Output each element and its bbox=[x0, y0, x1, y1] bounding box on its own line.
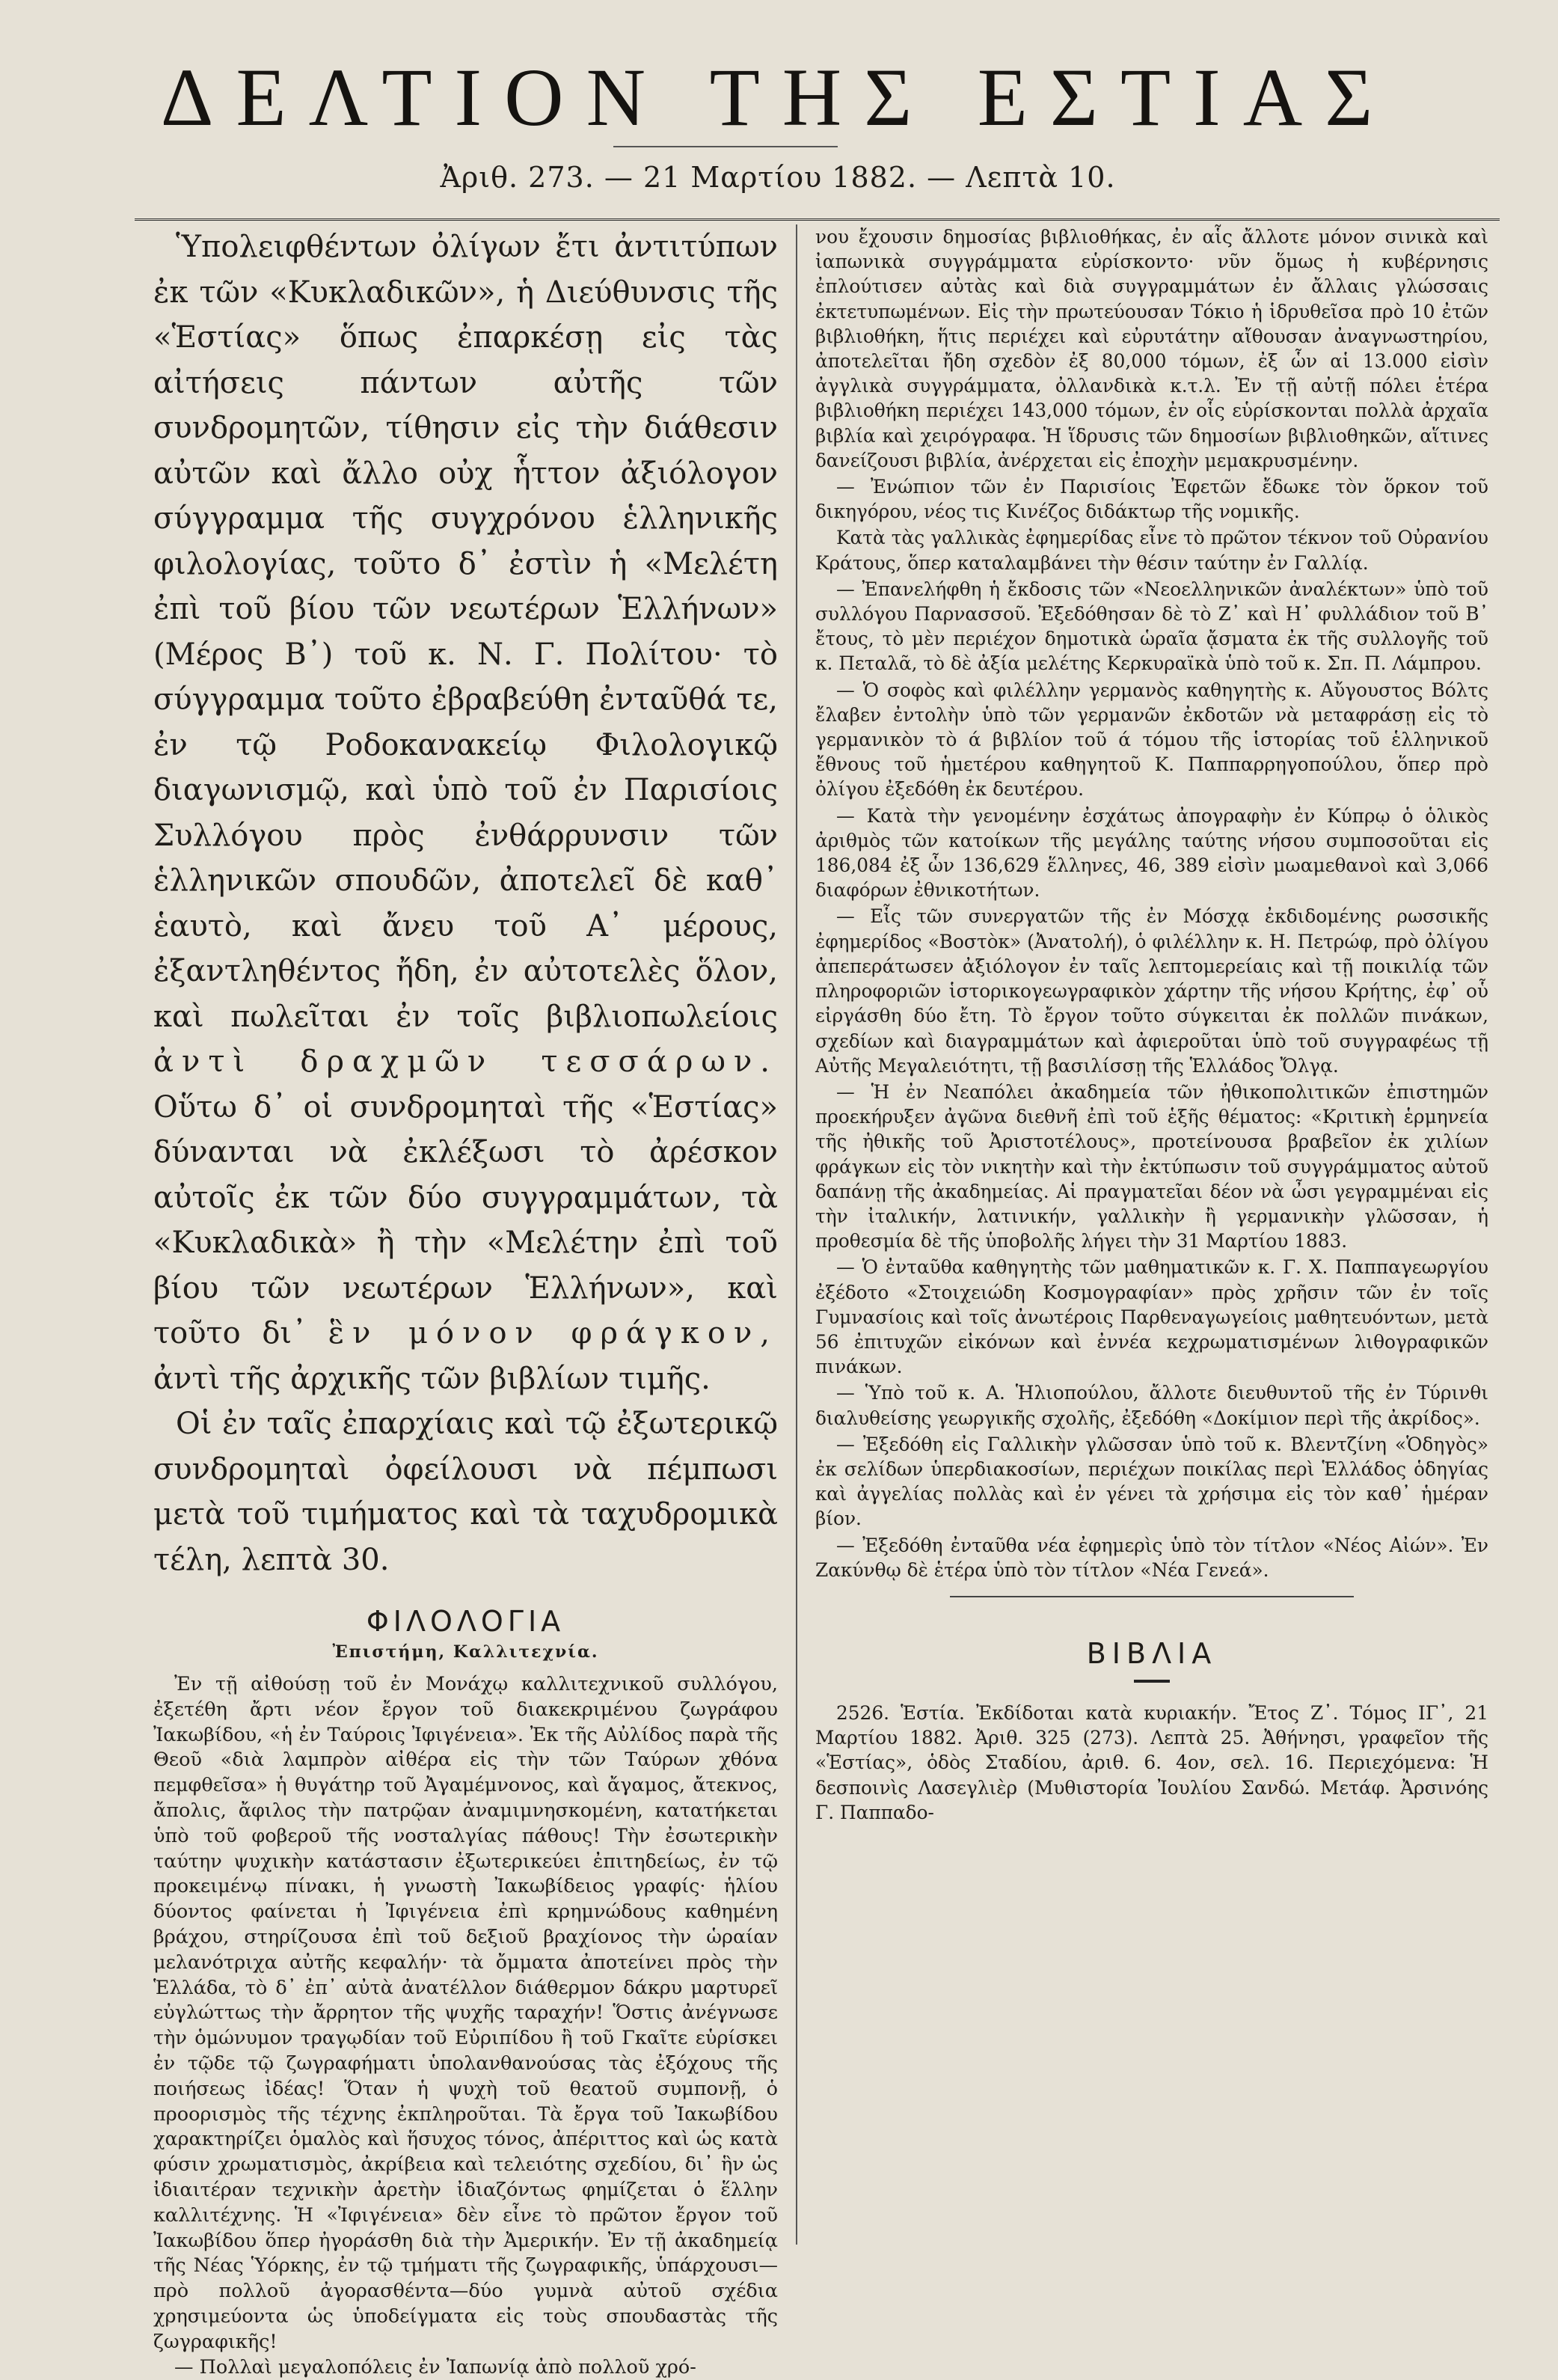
subscription-notice bbox=[153, 224, 778, 1401]
right-column bbox=[815, 224, 1488, 2260]
news-item: — Ὁ σοφὸς καὶ φιλέλλην γερμανὸς καθηγητὴς κ. Αὔγουστος Βόλτς ἔλαβεν ἐντολὴν ὑπὸ τῶν γερμανῶν ἐκδοτῶν νὰ μεταφράσῃ εἰς τὸ γερμανικὸν τὸ ά βιβλίον τοῦ ά τόμου τῆς ἱστορίας τοῦ ἑλληνικοῦ ἔθνους τοῦ ἡμετέρου καθηγητοῦ Κ. Παππαρρηγοπούλου, ὅπερ πρὸ ὀλίγου ἐξεδόθη ἐκ δευτέρου. bbox=[815, 679, 1488, 801]
issue-line: Ἀριθ. 273. — 21 Μαρτίου 1882. — Λεπτὰ 10. bbox=[440, 161, 1116, 194]
masthead-rule bbox=[613, 146, 838, 147]
news-continuation: νου ἔχουσιν δημοσίας βιβλιοθήκας, ἐν αἷς ἄλλοτε μόνον σινικὰ καὶ ἰαπωνικὰ συγγράμματα εὑρίσκοντο· νῦν ὅμως ἡ κυβέρνησις ἐπλούτισεν αὐτὰς καὶ διὰ συγγραμμάτων ἐν ἄλλαις γλώσσαις ἐκτετυπωμένων. Εἰς τὴν πρωτεύουσαν Τόκιο ἡ ἱδρυθεῖσα πρὸ 10 ἐτῶν βιβλιοθήκη, ἥτις περιέχει καὶ εὐρυτάτην αἴθουσαν ἀναγνωστηρίου, ἀποτελεῖται ἤδη σχεδὸν ἐξ 80,000 τόμων, ἐξ ὧν αἱ 13.000 εἰσὶν ἀγγλικὰ συγγράμματα, ὀλλανδικὰ κ.τ.λ. Ἐν τῇ αὐτῇ πόλει ἑτέρα βιβλιοθήκη περιέχει 143,000 τόμων, ἐν οἷς εὑρίσκονται πολλὰ ἀρχαῖα βιβλία καὶ χειρόγραφα. Ἡ ἵδρυσις τῶν δημοσίων βιβλιοθηκῶν, αἵτινες δανείζουσι βιβλία, ἀνέρχεται εἰς ἐποχὴν μεμακρυσμένην. bbox=[815, 226, 1488, 471]
postage-notice: Οἱ ἐν ταῖς ἐπαρχίαις καὶ τῷ ἐξωτερικῷ συνδρομηταὶ ὀφείλουσι νὰ πέμπωσι μετὰ τοῦ τιμήματος καὶ τὰ ταχυδρομικὰ τέλη, λεπτὰ 30. bbox=[153, 1407, 778, 1577]
books-heading: ΒΙΒΛΙΑ bbox=[1086, 1636, 1218, 1670]
books-section bbox=[815, 1701, 1488, 1825]
column-divider bbox=[796, 224, 797, 2245]
masthead-title: ΔΕΛΤΙΟΝ ΤΗΣ ΕΣΤΙΑΣ bbox=[160, 52, 1396, 143]
news-item: — Ἐξεδόθη εἰς Γαλλικὴν γλῶσσαν ὑπὸ τοῦ κ. Βλεντζίνη «Ὁδηγὸς» ἐκ σελίδων ὑπερδιακοσίων, περιέχων ποικίλας περὶ Ἑλλάδος ὁδηγίας καὶ ἀγγελίας πολλὰς καὶ ἐν γένει τὰ χρήσιμα εἰς τὸν καθ᾽ ἡμέραν βίον. bbox=[815, 1433, 1488, 1530]
notice-price: ἀντὶ δραχμῶν τεσσάρων. bbox=[153, 1044, 778, 1079]
masthead bbox=[135, 52, 1421, 150]
header-rule bbox=[135, 218, 1500, 221]
news-item: — Ἐνώπιον τῶν ἐν Παρισίοις Ἐφετῶν ἔδωκε τὸν ὅρκον τοῦ δικηγόρου, νέος τις Κινέζος διδάκτωρ τῆς νομικῆς. bbox=[815, 476, 1488, 523]
article-japan-libraries: — Πολλαὶ μεγαλοπόλεις ἐν Ἰαπωνίᾳ ἀπὸ πολλοῦ χρό- bbox=[174, 2355, 696, 2379]
left-column bbox=[153, 224, 778, 2379]
news-item: — Ἐπανελήφθη ἡ ἔκδοσις τῶν «Νεοελληνικῶν ἀναλέκτων» ὑπὸ τοῦ συλλόγου Παρνασσοῦ. Ἐξεδόθησαν δὲ τὸ Ζ᾽ καὶ Η᾽ φυλλάδιον τοῦ Β᾽ ἔτους, τὸ μὲν περιέχον δημοτικὰ ὡραῖα ᾄσματα ἐκ τῆς συλλογῆς τοῦ κ. Πεταλᾶ, τὸ δὲ ἀξία μελέτης Κερκυραϊκὰ ὑπὸ τοῦ κ. Σπ. Π. Λάμπρου. bbox=[815, 578, 1488, 675]
news-end-rule bbox=[950, 1596, 1354, 1597]
news-item: — Ἐξεδόθη ἐνταῦθα νέα ἐφημερὶς ὑπὸ τὸν τίτλον «Νέος Αἰών». Ἐν Ζακύνθῳ δὲ ἑτέρα ὑπὸ τὸν τίτλον «Νέα Γενεά». bbox=[815, 1534, 1488, 1581]
philology-heading: ΦΙΛΟΛΟΓΙΑ bbox=[366, 1605, 565, 1638]
news-item: Κατὰ τὰς γαλλικὰς ἐφημερίδας εἶνε τὸ πρῶτον τέκνον τοῦ Οὐρανίου Κράτους, ὅπερ καταλαμβάνει τὴν θέσιν ταύτην ἐν Γαλλίᾳ. bbox=[815, 527, 1488, 574]
notice-text-a: Ὑπολειφθέντων ὀλίγων ἔτι ἀντιτύπων ἐκ τῶν «Κυκλαδικῶν», ἡ Διεύθυνσις τῆς «Ἑστίας» ὅπως ἐπαρκέσῃ εἰς τὰς αἰτήσεις πάντων αὐτῆς τῶν συνδρομητῶν, τίθησιν εἰς τὴν διάθεσιν αὐτῶν καὶ ἄλλο οὐχ ἧττον ἀξιόλογον σύγγραμμα τῆς συγχρόνου ἑλληνικῆς φιλολογίας, τοῦτο δ᾽ ἐστὶν ἡ «Μελέτη ἐπὶ τοῦ βίου τῶν νεωτέρων Ἑλλήνων» (Μέρος Β᾽) τοῦ κ. Ν. Γ. Πολίτου· τὸ σύγγραμμα τοῦτο ἐβραβεύθη ἐνταῦθά τε, ἐν τῷ Ροδοκανακείῳ Φιλολογικῷ διαγωνισμῷ, καὶ ὑπὸ τοῦ ἐν Παρισίοις Συλλόγου πρὸς ἐνθάρρυνσιν τῶν ἑλληνικῶν σπουδῶν, ἀποτελεῖ δὲ καθ᾽ ἑαυτὸ, καὶ ἄνευ τοῦ Α᾽ μέρους, ἐξαντληθέντος ἤδη, ἐν αὐτοτελὲς ὅλον, καὶ πωλεῖται ἐν τοῖς βιβλιοπωλείοις bbox=[153, 230, 778, 1034]
books-rule bbox=[1134, 1680, 1170, 1683]
news-item: — Ὑπὸ τοῦ κ. Α. Ἡλιοπούλου, ἄλλοτε διευθυντοῦ τῆς ἐν Τύρινθι διαλυθείσης γεωργικῆς σχολῆς, ἐξεδόθη «Δοκίμιον περὶ τῆς ἀκρίδος». bbox=[815, 1382, 1488, 1429]
news-item: — Εἷς τῶν συνεργατῶν τῆς ἐν Μόσχᾳ ἐκδιδομένης ρωσσικῆς ἐφημερίδος «Βοστὸκ» (Ἀνατολή), ὁ φιλέλλην κ. Η. Πετρώφ, πρὸ ὀλίγου ἀπεπεράτωσεν ἀξιόλογον ἐν ταῖς λεπτομερείαις καὶ τῇ ποικιλίᾳ τῶν πληροφοριῶν ἱστορικογεωγραφικὸν χάρτην τῆς νήσου Κρήτης, ἐφ᾽ οὗ εἰργάσθη δύο ἔτη. Τὸ ἔργον τοῦτο σύγκειται ἐκ πολλῶν πινάκων, σχεδίων καὶ διαγραμμάτων καὶ ἀφιεροῦται ὑπὸ τοῦ συγγραφέως τῇ Αὐτῆς Μεγαλειότητι, τῇ βασιλίσσῃ τῆς Ἑλλάδος Ὄλγᾳ. bbox=[815, 905, 1488, 1077]
news-item: — Ἡ ἐν Νεαπόλει ἀκαδημεία τῶν ἠθικοπολιτικῶν ἐπιστημῶν προεκήρυξεν ἀγῶνα διεθνῆ ἐπὶ τοῦ ἑξῆς θέματος: «Κριτικὴ ἑρμηνεία τῆς ἠθικῆς τοῦ Ἀριστοτέλους», προτείνουσα βραβεῖον ἐκ χιλίων φράγκων εἰς τὸν νικητὴν καὶ τὴν ἐκτύπωσιν τοῦ συγγράμματος αὐτοῦ δαπάνῃ τῆς ἀκαδημείας. Αἱ πραγματεῖαι δέον νὰ ὦσι γεγραμμέναι εἰς τὴν ἰταλικήν, λατινικήν, γαλλικὴν ἢ γερμανικὴν γλῶσσαν, ἡ προθεσμία δὲ τῆς ὑποβολῆς λήγει τὴν 31 Μαρτίου 1883. bbox=[815, 1080, 1488, 1252]
article-iakovidis: Ἐν τῇ αἰθούσῃ τοῦ ἐν Μονάχῳ καλλιτεχνικοῦ συλλόγου, ἐξετέθη ἄρτι νέον ἔργον τοῦ διακεκριμένου ζωγράφου Ἰακωβίδου, «ἡ ἐν Ταύροις Ἰφιγένεια». Ἐκ τῆς Αὐλίδος παρὰ τῆς Θεοῦ «διὰ λαμπρὸν αἰθέρα εἰς τὴν τῶν Ταύρων χθόνα πεμφθεῖσα» ἡ θυγάτηρ τοῦ Ἀγαμέμνονος, καὶ ἄγαμος, ἄτεκνος, ἄπολις, ἄφιλος τὴν πατρῷαν ἀναμιμνησκομένη, κατατήκεται ὑπὸ τοῦ φοβεροῦ τῆς νοσταλγίας πάθους! Τὴν ἐσωτερικὴν ταύτην ψυχικὴν κατάστασιν ἐξωτερικεύει ἐπιτηδείως, ἐν τῷ προκειμένῳ πίνακι, ἡ γνωστὴ Ἰακωβίδειος γραφίς· ἡλίου δύοντος φαίνεται ἡ Ἰφιγένεια ἐπὶ κρημνώδους καθημένη βράχου, στηρίζουσα ἐπὶ τοῦ δεξιοῦ βραχίονος τὴν ὡραίαν μελανότριχα αὐτῆς κεφαλήν· τὰ ὄμματα ἀποτείνει πρὸς τὴν Ἑλλάδα, τὸ δ᾽ ἐπ᾽ αὐτὰ ἀνατέλλον διάθερμον δάκρυ μαρτυρεῖ εὐγλώττως τὴν ἄρρητον τῆς ψυχῆς ταραχήν! Ὅστις ἀνέγνωσε τὴν ὁμώνυμον τραγῳδίαν τοῦ Εὐριπίδου ἢ τοῦ Γκαῖτε εὑρίσκει ἐν τῷδε τῷ ζωγραφήματι ὑπολανθανούσας τὰς ἐξόχους τῆς ποιήσεως ἰδέας! Ὅταν ἡ ψυχὴ τοῦ θεατοῦ συμπονῇ, ὁ προορισμὸς τῆς τέχνης ἐκπληροῦται. Τὰ ἔργα τοῦ Ἰακωβίδου χαρακτηρίζει ὁμαλὸς καὶ ἥσυχος τόνος, ἀπέριττος καὶ ὡς κατὰ φύσιν χρωματισμὸς, ἀκρίβεια καὶ τελειότης σχεδίου, δι᾽ ἣν ὡς ἰδιαιτέραν τεχνικὴν ἀρετὴν ἰδιαζόντως φημίζεται ὁ ἕλλην καλλιτέχνης. Ἡ «Ἰφιγένεια» δὲν εἶνε τὸ πρῶτον ἔργον τοῦ Ἰακωβίδου ὅπερ ἠγοράσθη διὰ τὴν Ἀμερικήν. Ἐν τῇ ἀκαδημείᾳ τῆς Νέας Ὑόρκης, ἐν τῷ τμήματι τῆς ζωγραφικῆς, ὑπάρχουσι—πρὸ πολλοῦ ἀγορασθέντα—δύο γυμνὰ αὐτοῦ σχέδια χρησιμεύοντα ὡς ὑποδείγματα εἰς τοὺς σπουδαστὰς τῆς ζωγραφικῆς! bbox=[153, 1673, 778, 2353]
news-item: — Κατὰ τὴν γενομένην ἐσχάτως ἀπογραφὴν ἐν Κύπρῳ ὁ ὁλικὸς ἀριθμὸς τῶν κατοίκων τῆς μεγάλης ταύτης νήσου συμποσοῦται εἰς 186,084 ἐξ ὧν 136,629 ἕλληνες, 46, 389 εἰσὶν μωαμεθανοὶ καὶ 3,066 διαφόρων ἐθνικοτήτων. bbox=[815, 804, 1488, 902]
notice-text-c: ἀντὶ τῆς ἀρχικῆς τῶν βιβλίων τιμῆς. bbox=[153, 1361, 711, 1396]
news-item: — Ὁ ἐνταῦθα καθηγητὴς τῶν μαθηματικῶν κ. Γ. Χ. Παππαγεωργίου ἐξέδοτο «Στοιχειώδη Κοσμογραφίαν» πρὸς χρῆσιν τῶν ἐν τοῖς Γυμνασίοις καὶ τοῖς ἀνωτέροις Παρθεναγωγείοις μαθητευόντων, μετὰ 56 ἐπιτυχῶν εἰκόνων καὶ ἐννέα κεχρωματισμένων λιθογραφικῶν πινάκων. bbox=[815, 1256, 1488, 1378]
notice-text-b: Οὕτω δ᾽ οἱ συνδρομηταὶ τῆς «Ἑστίας» δύνανται νὰ ἐκλέξωσι τὸ ἀρέσκον αὐτοῖς ἐκ τῶν δύο συγγραμμάτων, τὰ «Κυκλαδικὰ» ἢ τὴν «Μελέτην ἐπὶ τοῦ βίου τῶν νεωτέρων Ἑλλήνων», καὶ τοῦτο δι᾽ bbox=[153, 1089, 778, 1350]
notice-offer: ἓν μόνον φράγκον, bbox=[328, 1316, 778, 1350]
philology-subheading: Ἐπιστήμη, Καλλιτεχνία. bbox=[332, 1642, 599, 1662]
book-entry: 2526. Ἑστία. Ἐκδίδοται κατὰ κυριακήν. Ἔτος Ζ᾽. Τόμος ΙΓ᾽, 21 Μαρτίου 1882. Ἀριθ. 325 (273). Λεπτὰ 25. Ἀθήνησι, γραφεῖον τῆς «Ἑστίας», ὁδὸς Σταδίου, ἀριθ. 6. 4ον, σελ. 16. Περιεχόμενα: Ἡ δεσποινὶς Λασεγλιὲρ (Μυθιστορία Ἰουλίου Σανδώ. Μετάφ. Ἀρσινόης Γ. Παππαδο- bbox=[815, 1701, 1488, 1823]
